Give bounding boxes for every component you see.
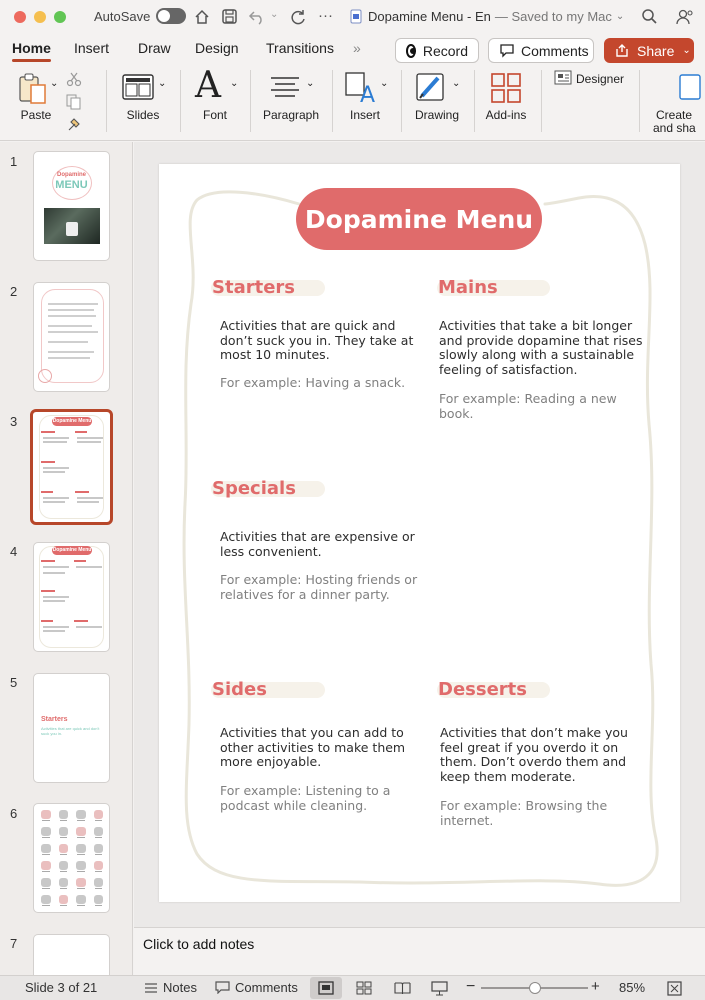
font-icon: A: [195, 65, 221, 106]
tab-overflow-icon[interactable]: »: [353, 40, 361, 56]
tab-insert[interactable]: Insert: [74, 40, 110, 56]
thumb-icon-grid: [37, 807, 107, 909]
thumb-grid-icon: [94, 861, 104, 870]
ribbon-tabs: [0, 34, 705, 64]
thumb-grid-icon: [94, 844, 104, 853]
share-chevron-icon: ⌄: [682, 45, 691, 56]
slide-canvas[interactable]: [159, 164, 680, 902]
slide-thumbnail-1[interactable]: [33, 151, 110, 261]
create-label-line2: and sha: [653, 121, 696, 134]
cut-icon[interactable]: [66, 71, 82, 92]
slide-show-icon[interactable]: [431, 981, 448, 996]
thumb-grid-caption: [77, 820, 85, 821]
thumb-grid-icon: [59, 895, 69, 904]
text-line: feeling of satisfaction.: [439, 361, 578, 377]
zoom-out-button[interactable]: −: [466, 978, 476, 995]
thumb-grid-caption: [77, 854, 85, 855]
zoom-slider-thumb[interactable]: [529, 982, 541, 994]
save-icon[interactable]: [221, 8, 238, 25]
text-line: less convenient.: [220, 543, 322, 559]
comment-icon: [499, 43, 515, 58]
ribbon-separator: [474, 70, 475, 132]
notes-pane[interactable]: [134, 927, 705, 975]
font-dropdown-icon[interactable]: ⌄: [230, 78, 239, 89]
desserts-description[interactable]: [440, 726, 628, 784]
slide-number: 5: [10, 675, 18, 690]
record-label: Record: [422, 42, 468, 59]
share-label: Share: [637, 42, 675, 59]
share-button[interactable]: [604, 38, 694, 63]
create-pdf-icon: [678, 74, 702, 103]
tab-draw[interactable]: Draw: [138, 40, 171, 56]
text-line: feel great if you overdo it on: [440, 739, 619, 755]
slide-number: 6: [10, 806, 18, 821]
sides-example[interactable]: [220, 784, 390, 813]
slide-thumbnail-2[interactable]: [33, 282, 110, 392]
font-button[interactable]: [190, 64, 240, 126]
designer-button[interactable]: [552, 64, 632, 94]
ribbon-separator: [332, 70, 333, 132]
slides-button[interactable]: [118, 64, 168, 126]
normal-view-button[interactable]: [310, 977, 342, 999]
zoom-slider-track[interactable]: [481, 987, 588, 989]
addins-icon: [490, 72, 522, 107]
text-line: For example: Browsing the: [440, 798, 608, 813]
document-title: Dopamine Menu - En: [368, 9, 491, 24]
ribbon-separator: [541, 70, 542, 132]
thumb-grid-caption: [42, 820, 50, 821]
thumb-grid-icon: [59, 878, 69, 887]
tab-home[interactable]: Home: [12, 40, 51, 56]
thumb-section-title: Starters: [41, 716, 68, 723]
slide-number: 4: [10, 544, 18, 559]
redo-icon[interactable]: [289, 8, 307, 26]
text-line: Activities that are expensive or: [220, 529, 415, 544]
slides-dropdown-icon[interactable]: ⌄: [158, 78, 167, 89]
thumb-grid-caption: [42, 888, 50, 889]
thumb-grid-icon: [94, 895, 104, 904]
text-line: Activities that you can add to: [220, 725, 404, 740]
notes-toggle-button[interactable]: [144, 980, 197, 995]
desserts-example[interactable]: [440, 799, 607, 828]
notes-label: Notes: [163, 980, 197, 995]
thumb-grid-icon: [59, 810, 69, 819]
thumb-grid-caption: [42, 905, 50, 906]
text-line: podcast while cleaning.: [220, 797, 368, 813]
drawing-icon: [414, 70, 448, 107]
text-line: slowly along with a sustainable: [439, 347, 635, 362]
font-label: Font: [202, 108, 227, 122]
text-line: Activities that take a bit longer: [439, 318, 633, 333]
ribbon-separator: [639, 70, 640, 132]
slide-thumbnail-3-selected[interactable]: [30, 409, 113, 525]
autosave-label: AutoSave: [94, 8, 151, 24]
slide-title-pill[interactable]: Dopamine Menu: [296, 188, 542, 250]
comments-button[interactable]: [488, 38, 594, 63]
thumb-grid-icon: [59, 844, 69, 853]
thumb-grid-caption: [42, 871, 50, 872]
thumb-grid-icon: [76, 810, 86, 819]
notes-placeholder: Click to add notes: [143, 936, 255, 952]
designer-label: Designer: [576, 72, 625, 86]
text-line: most 10 minutes.: [220, 347, 330, 362]
slide-thumbnail-7[interactable]: [33, 934, 110, 975]
document-icon: [350, 9, 362, 24]
paste-icon: [16, 70, 52, 109]
mains-example[interactable]: [439, 392, 617, 421]
thumb-grid-caption: [60, 820, 68, 821]
thumb-grid-icon: [41, 895, 51, 904]
fit-to-window-icon[interactable]: [667, 981, 682, 996]
thumb-grid-icon: [41, 810, 51, 819]
create-label-line1: Create: [656, 108, 693, 122]
desserts-heading[interactable]: Desserts: [438, 679, 527, 700]
specials-description[interactable]: [220, 530, 415, 559]
tab-transitions[interactable]: Transitions: [266, 40, 334, 56]
slide-number: 3: [10, 414, 18, 429]
thumb-grid-caption: [77, 888, 85, 889]
text-line: For example: Listening to a: [220, 783, 391, 798]
slide-layout-icon: [122, 74, 154, 103]
text-line: Activities that are quick and: [220, 318, 396, 333]
slide-thumbnail-4[interactable]: [33, 542, 110, 652]
paragraph-button[interactable]: [260, 64, 322, 126]
thumb-title-line2: MENU: [55, 179, 88, 191]
slide-thumbnail-pane[interactable]: [0, 142, 133, 975]
insert-dropdown-icon[interactable]: ⌄: [380, 78, 389, 89]
starters-example[interactable]: [220, 376, 405, 391]
thumb-grid-icon: [59, 861, 69, 870]
ribbon-toolbar: [0, 64, 705, 141]
thumb-grid-caption: [60, 837, 68, 838]
ribbon-separator: [106, 70, 107, 132]
create-and-share-button[interactable]: [648, 64, 705, 134]
designer-icon: [554, 70, 572, 89]
thumb-menu-pill: Dopamine Menu: [52, 418, 92, 424]
thumb-grid-icon: [76, 895, 86, 904]
text-line: For example: Having a snack.: [220, 375, 406, 390]
sides-heading[interactable]: Sides: [212, 679, 267, 700]
text-line: book.: [439, 405, 474, 421]
paste-label: Paste: [20, 108, 52, 122]
record-icon: [406, 44, 416, 58]
comments-status-label: Comments: [235, 980, 298, 995]
account-icon[interactable]: [674, 7, 694, 27]
text-line: For example: Reading a new: [439, 391, 617, 406]
notes-icon: [144, 982, 158, 994]
drawing-dropdown-icon[interactable]: ⌄: [452, 78, 461, 89]
slide-sorter-icon[interactable]: [356, 981, 372, 995]
thumb-section-subtitle: Activities that are quick and don't suck you in.: [41, 726, 100, 736]
comments-toggle-button[interactable]: [215, 980, 298, 995]
minimize-window-button[interactable]: [34, 11, 46, 23]
zoom-in-button[interactable]: +: [591, 978, 600, 995]
thumb-grid-caption: [60, 854, 68, 855]
text-line: don’t suck you in. They take at: [220, 332, 414, 348]
thumb-grid-caption: [42, 854, 50, 855]
close-window-button[interactable]: [14, 11, 26, 23]
undo-icon[interactable]: [248, 8, 266, 26]
reading-view-icon[interactable]: [394, 981, 411, 995]
saved-status: — Saved to my Mac: [494, 9, 612, 24]
paragraph-label: Paragraph: [262, 108, 320, 122]
thumb-grid-caption: [60, 888, 68, 889]
thumb-grid-icon: [41, 827, 51, 836]
specials-example[interactable]: [220, 573, 417, 602]
thumb-grid-icon: [94, 878, 104, 887]
thumb-grid-caption: [60, 905, 68, 906]
thumb-grid-caption: [95, 854, 103, 855]
thumb-grid-caption: [95, 820, 103, 821]
text-line: keep them moderate.: [440, 768, 576, 784]
text-line: them. Don’t overdo them and: [440, 754, 627, 769]
thumb-menu-pill: Dopamine Menu: [52, 547, 92, 553]
mains-description[interactable]: [439, 319, 643, 377]
format-painter-icon[interactable]: [66, 116, 82, 137]
text-line: For example: Hosting friends or: [220, 572, 418, 587]
thumb-grid-icon: [76, 861, 86, 870]
sides-description[interactable]: [220, 726, 405, 770]
tab-design[interactable]: Design: [195, 40, 239, 56]
text-line: Activities that don’t make you: [440, 725, 628, 740]
normal-view-icon: [318, 981, 334, 995]
paste-dropdown-icon[interactable]: ⌄: [50, 78, 59, 89]
text-line: other activities to make them: [220, 739, 406, 755]
record-button[interactable]: [395, 38, 479, 63]
text-line: internet.: [440, 812, 494, 828]
status-bar: [0, 975, 705, 1000]
thumb-title-line1: Dopamine: [56, 172, 86, 178]
drawing-button[interactable]: [410, 64, 464, 126]
ribbon-separator: [401, 70, 402, 132]
slide-counter: Slide 3 of 21: [25, 980, 98, 995]
starters-heading[interactable]: Starters: [212, 277, 295, 298]
zoom-window-button[interactable]: [54, 11, 66, 23]
thumb-grid-icon: [76, 844, 86, 853]
comments-label: Comments: [521, 42, 589, 59]
insert-shapes-icon: [344, 70, 378, 107]
thumb-grid-icon: [94, 810, 104, 819]
slide-number: 7: [10, 936, 18, 951]
thumb-grid-icon: [41, 861, 51, 870]
thumb-photo: [44, 208, 100, 244]
text-line: more enjoyable.: [220, 754, 322, 769]
thumb-grid-caption: [77, 837, 85, 838]
thumb-grid-caption: [77, 871, 85, 872]
mains-heading[interactable]: Mains: [438, 277, 498, 298]
zoom-level[interactable]: 85%: [619, 980, 646, 995]
copy-icon[interactable]: [65, 94, 83, 115]
thumb-grid-caption: [42, 837, 50, 838]
text-line: relatives for a dinner party.: [220, 586, 390, 602]
slides-label: Slides: [126, 108, 160, 122]
thumb-grid-caption: [95, 837, 103, 838]
thumb-grid-icon: [76, 827, 86, 836]
slide-number: 1: [10, 154, 18, 169]
thumb-grid-caption: [60, 871, 68, 872]
undo-dropdown-icon[interactable]: ⌄: [270, 9, 279, 20]
thumb-grid-icon: [94, 827, 104, 836]
thumb-grid-caption: [77, 905, 85, 906]
slide-thumbnail-6[interactable]: [33, 803, 110, 913]
paragraph-align-icon: [270, 76, 300, 101]
share-icon: [614, 43, 630, 58]
comments-status-icon: [215, 981, 230, 994]
search-icon[interactable]: [641, 8, 658, 25]
paste-button[interactable]: [12, 64, 60, 126]
slide-number: 2: [10, 284, 18, 299]
insert-button[interactable]: [340, 64, 390, 126]
thumb-grid-icon: [41, 878, 51, 887]
drawing-label: Drawing: [414, 108, 459, 122]
text-line: and provide dopamine that rises: [439, 332, 643, 348]
thumb-grid-caption: [95, 888, 103, 889]
slide-thumbnail-5[interactable]: [33, 673, 110, 783]
thumb-grid-caption: [95, 871, 103, 872]
thumb-grid-icon: [76, 878, 86, 887]
svg-text:A: A: [360, 83, 376, 104]
title-bar: [0, 0, 705, 34]
slide-editor: [134, 142, 705, 927]
title-dropdown-icon[interactable]: ⌄: [615, 11, 625, 22]
thumb-grid-caption: [95, 905, 103, 906]
paragraph-dropdown-icon[interactable]: ⌄: [306, 78, 315, 89]
addins-button[interactable]: [480, 64, 532, 126]
thumb-grid-icon: [59, 827, 69, 836]
home-icon[interactable]: [193, 8, 211, 26]
ribbon-separator: [250, 70, 251, 132]
insert-label: Insert: [349, 108, 380, 122]
more-options-icon[interactable]: ···: [318, 7, 333, 24]
specials-heading[interactable]: Specials: [212, 478, 296, 499]
addins-label: Add-ins: [485, 108, 527, 122]
ribbon-separator: [180, 70, 181, 132]
thumb-grid-icon: [41, 844, 51, 853]
starters-description[interactable]: [220, 319, 413, 363]
autosave-toggle[interactable]: [156, 8, 186, 24]
